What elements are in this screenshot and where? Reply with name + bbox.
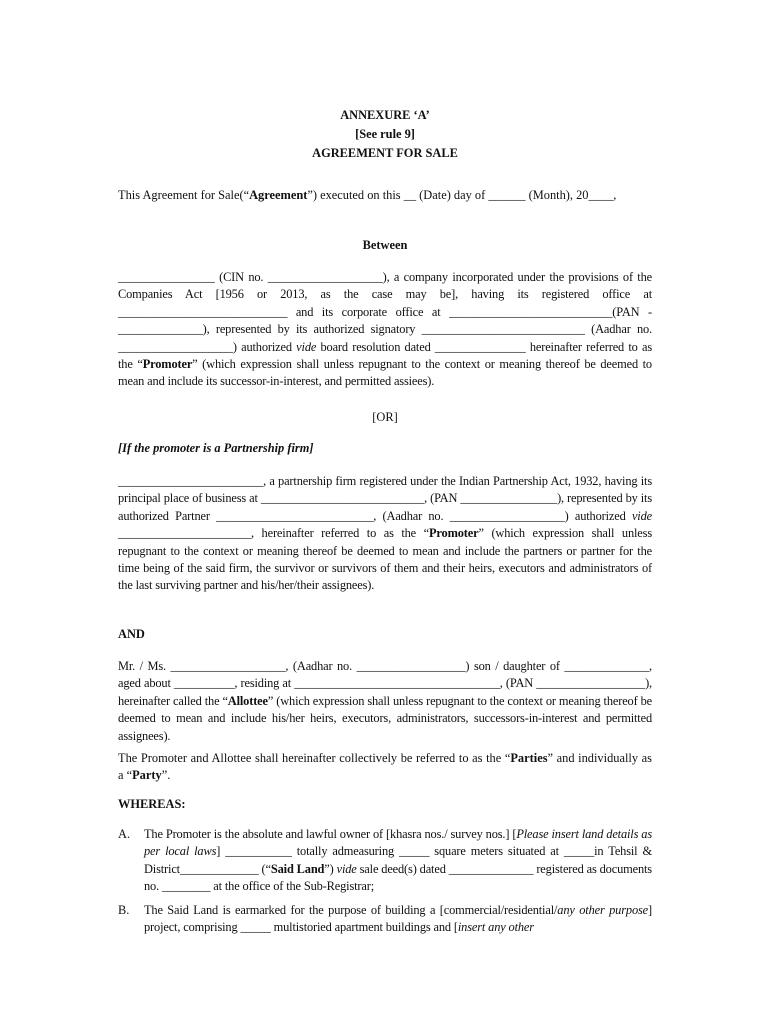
agreement-term: Agreement (249, 188, 308, 202)
or-separator: [OR] (372, 410, 398, 424)
promoter-term: Promoter (429, 526, 479, 541)
party-term: Party (132, 768, 162, 783)
clause-a-text: The Promoter is the absolute and lawful owner of [khasra nos./ survey nos.] [Please insert land details as per local laws] ___________ totally admeasuring _____ square meters situated at _____in Tehsil & District_____________ (“Said Land”) vide sale deed(s) dated ______________ registered as documents no. ________ at the office of the Sub-Registrar; (144, 827, 652, 894)
partnership-heading: [If the promoter is a Partnership firm] (118, 441, 314, 455)
partnership-paragraph: ________________________, a partnership firm registered under the Indian Partnership Act, 1932, having its principal place of business at ___________________________, (PAN ________________), represented by its authorized Partner __________________________, (Aadhar no. ___________________) authorized vide ______________________, hereinafter referred to as the “Promoter” (which expression shall unless repugnant to the context or meaning thereof be deemed to mean and include the partners or partner for the time being of the said firm, the survivor or survivors of them and their heirs, executors and administrators of the last surviving partner and his/her/their assignees). (118, 474, 652, 593)
clause-label: A. (118, 827, 131, 841)
clause-b (118, 902, 652, 937)
document-header (0, 106, 770, 163)
allottee-term: Allottee (227, 693, 268, 708)
and-heading: AND (118, 627, 145, 641)
said-land-term: Said Land (270, 861, 325, 876)
promoter-company-paragraph: ________________ (CIN no. ___________________), a company incorporated under the provisions of the Companies Act [1956 or 2013, as the case may be], having its registered office at ____________________________ and its corporate office at ___________________________(PAN - ______________), represented by its authorized signatory ___________________________ (Aadhar no. ___________________) authorized vide board resolution dated _______________ hereinafter referred to as the “Promoter” (which expression shall unless repugnant to the context or meaning thereof be deemed to mean and include its successor-in-interest, and permitted assiees). (118, 270, 652, 389)
between-heading: Between (362, 238, 408, 252)
allottee-paragraph: Mr. / Ms. ___________________, (Aadhar no. __________________) son / daughter of ______________, aged about __________, residing at __________________________________, (PAN __________________), hereinafter called the “Allottee” (which expression shall unless repugnant to the context or meaning thereof be deemed to mean and include his/her heirs, executors, administrators, successors-in-interest and permitted assignees). (118, 659, 652, 743)
clause-label: B. (118, 903, 130, 917)
parties-paragraph: The Promoter and Allottee shall hereinafter collectively be referred to as the “Parties” and individually as a “Party”. (118, 751, 652, 783)
rule-reference: [See rule 9] (355, 127, 415, 141)
annexure-title: ANNEXURE ‘A’ (340, 108, 430, 122)
parties-term: Parties (510, 751, 548, 765)
agreement-title: AGREEMENT FOR SALE (312, 146, 458, 160)
clause-b-text: The Said Land is earmarked for the purpose of building a [commercial/residential/any other purpose] project, comprising _____ multistoried apartment buildings and [insert any other (144, 903, 652, 935)
whereas-heading: WHEREAS: (118, 797, 186, 811)
intro-paragraph: This Agreement for Sale(“Agreement”) executed on this __ (Date) day of ______ (Month), 20____, (118, 188, 617, 202)
clause-a (118, 826, 652, 896)
promoter-term: Promoter (142, 357, 193, 372)
